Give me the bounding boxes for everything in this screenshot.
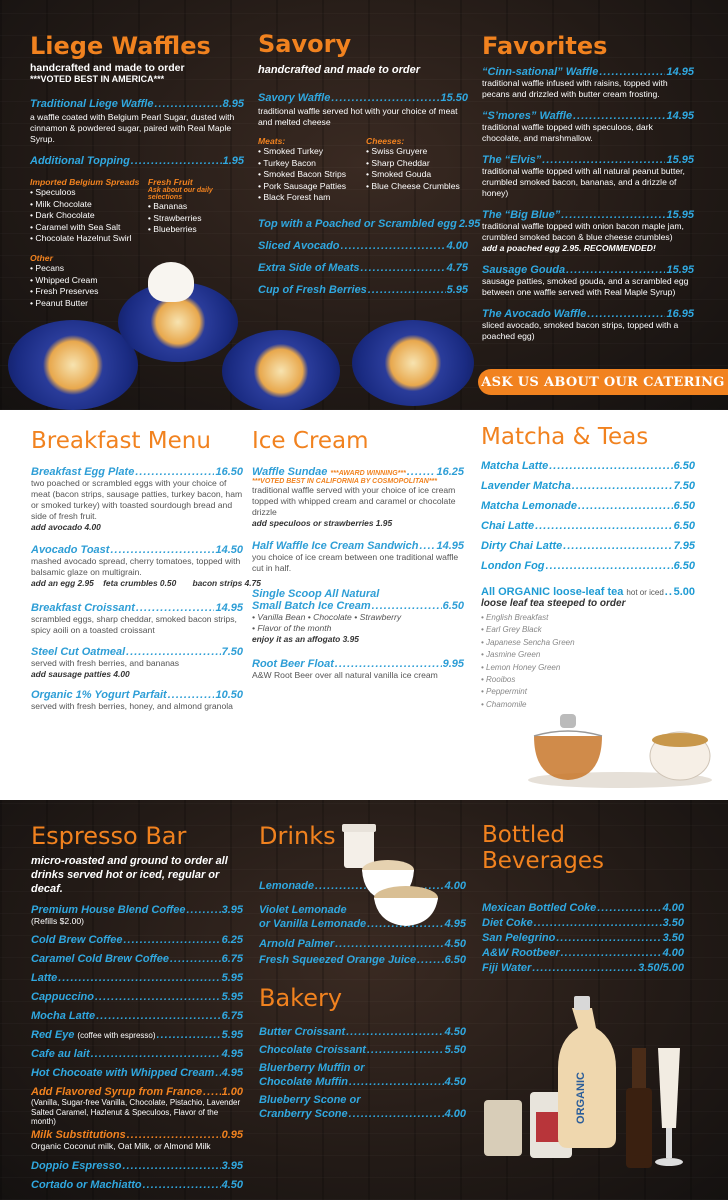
- savory-extra-meats[interactable]: Extra Side of Meats ..... 4.75: [258, 262, 468, 274]
- espresso-sub: micro-roasted and ground to order all drinks served hot or iced, regular or decaf.: [31, 855, 228, 895]
- meat-item: • Black Forest ham: [258, 192, 366, 204]
- other-label: Other: [30, 252, 53, 263]
- fav-item-avocado[interactable]: The Avocado Waffle ..... 16.95: [482, 308, 694, 320]
- icecream-scoop-flavor2: • Flavor of the month: [252, 623, 332, 633]
- espresso-syrup[interactable]: Add Flavored Syrup from France ..... 1.00: [31, 1086, 243, 1098]
- catering-banner[interactable]: ASK US ABOUT OUR CATERING: [478, 369, 728, 395]
- icecream-float-desc: A&W Root Beer over all natural vanilla ice cream: [252, 670, 438, 680]
- tea-list: [481, 612, 695, 711]
- other-item: • Peanut Butter: [30, 298, 244, 310]
- savory-extra-berries[interactable]: Cup of Fresh Berries ..... 5.95: [258, 284, 468, 296]
- breakfast-section: [31, 410, 261, 712]
- matcha-item[interactable]: London Fog ..... 6.50: [481, 560, 695, 572]
- espresso-item[interactable]: Caramel Cold Brew Coffee ..... 6.75: [31, 953, 243, 965]
- espresso-item[interactable]: Hot Chocoate with Whipped Cream ..... 4.95: [31, 1067, 243, 1079]
- icecream-scoop-flavors: • Vanilla Bean • Chocolate • Strawberry: [252, 612, 402, 622]
- waffle-plate-image: [8, 320, 138, 410]
- bottled-item[interactable]: A&W Rootbeer ..... 4.00: [482, 947, 684, 959]
- espresso-item[interactable]: Cappuccino ..... 5.95: [31, 991, 243, 1003]
- espresso-item[interactable]: Latte ..... 5.95: [31, 972, 243, 984]
- fav-item-cinn-desc: traditional waffle infused with raisins, topped with pecans and drizzled with butter cream frosting.: [482, 78, 668, 99]
- icecream-sundae-desc: traditional waffle served with your choice of ice cream topped with whipped cream and caramel or chocolate drizzle: [252, 485, 456, 517]
- breakfast-item-oatmeal-desc: served with fresh berries, and bananas: [31, 658, 180, 668]
- flavor2-text: Flavor of the month: [257, 623, 332, 633]
- breakfast-item-avocado[interactable]: Avocado Toast ..... 14.50: [31, 544, 243, 556]
- bakery-item-muffin-1[interactable]: Bluerberry Muffin or: [259, 1062, 365, 1074]
- tea-set-image: [520, 700, 720, 792]
- breakfast-item-oatmeal-note: add sausage patties 4.00: [31, 669, 130, 679]
- tea-item: • Jasmine Green: [481, 649, 695, 661]
- fav-item-avocado-desc: sliced avocado, smoked bacon strips, topped with a poached egg): [482, 320, 679, 341]
- savory-extra-egg[interactable]: Top with a Poached or Scrambled egg 2.95: [258, 217, 481, 230]
- other-item: • Fresh Preserves: [30, 286, 244, 298]
- bottled-item[interactable]: Mexican Bottled Coke ..... 4.00: [482, 902, 684, 914]
- spreads-label: Imported Belgium Spreads: [30, 177, 140, 187]
- fruit-item: • Blueberries: [148, 224, 244, 236]
- liege-item-traditional[interactable]: Traditional Liege Waffle ..... 8.95: [30, 98, 244, 110]
- organic-suffix: hot or iced: [626, 588, 664, 597]
- other-item: • Pecans: [30, 263, 244, 275]
- bottled-section: [482, 800, 684, 974]
- fav-item-sausage[interactable]: Sausage Gouda ..... 15.95: [482, 264, 694, 276]
- liege-item-topping[interactable]: Additional Topping ..... 1.95: [30, 155, 244, 167]
- espresso-title: Espresso Bar: [31, 822, 187, 850]
- fav-item-bigblue-extra: add a poached egg 2.95. RECOMMENDED!: [482, 243, 656, 253]
- savory-title: Savory: [258, 30, 352, 58]
- drinks-title: Drinks: [259, 822, 336, 850]
- matcha-item[interactable]: Matcha Latte ..... 6.50: [481, 460, 695, 472]
- icecream-section: [252, 410, 464, 681]
- liege-item-traditional-desc: a waffle coated with Belgium Pearl Sugar, dusted with cinnamon & powdered sugar, paired with Real Maple Syrup.: [30, 112, 235, 144]
- fav-item-smores[interactable]: “S’mores” Waffle ..... 14.95: [482, 110, 694, 122]
- breakfast-item-croissant[interactable]: Breakfast Croissant ..... 14.95: [31, 602, 243, 614]
- espresso-item[interactable]: Cafe au lait ..... 4.95: [31, 1048, 243, 1060]
- bakery-item-scone-2[interactable]: Cranberry Scone ..... 4.00: [259, 1108, 466, 1120]
- savory-item-waffle[interactable]: Savory Waffle ..... 15.50: [258, 92, 468, 104]
- liege-sub2: ***VOTED BEST IN AMERICA***: [30, 74, 165, 84]
- tea-item: • English Breakfast: [481, 612, 695, 624]
- fav-item-elvis-desc: traditional waffle topped with all natural peanut butter, crumbled smoked bacon, bananas, and a drizzle of honey): [482, 166, 685, 198]
- bakery-item[interactable]: Butter Croissant ..... 4.50: [259, 1026, 466, 1038]
- fav-item-smores-desc: traditional waffle topped with speculoos, dark chocolate, and marshmallow.: [482, 122, 653, 143]
- cheese-item: • Smoked Gouda: [366, 169, 460, 181]
- breakfast-item-avocado-desc: mashed avocado spread, cherry tomatoes, topped with balsamic glaze on multigrain.: [31, 556, 241, 577]
- icecream-title: Ice Cream: [252, 428, 369, 454]
- spreads-list: [30, 187, 148, 245]
- matcha-item[interactable]: Chai Latte ..... 6.50: [481, 520, 695, 532]
- cheese-item: • Blue Cheese Crumbles: [366, 181, 460, 193]
- espresso-milk-desc: Organic Coconut milk, Oat Milk, or Almond Milk: [31, 1140, 211, 1151]
- fruit-note: Ask about our daily selections: [147, 187, 213, 201]
- bakery-item-scone-1[interactable]: Blueberry Scone or: [259, 1094, 361, 1106]
- matcha-item[interactable]: Lavender Matcha ..... 7.50: [481, 480, 695, 492]
- espresso-item[interactable]: Cortado or Machiatto ..... 4.50: [31, 1179, 243, 1191]
- drinks-item-violet-1[interactable]: Violet Lemonade: [259, 904, 347, 916]
- cheeses-label: Cheeses:: [366, 136, 405, 146]
- bottom-panel: [0, 800, 728, 1200]
- meat-item: • Pork Sausage Patties: [258, 181, 366, 193]
- bottles-image: [480, 988, 700, 1196]
- tea-item: • Earl Grey Black: [481, 624, 695, 636]
- icecream-half-desc: you choice of ice cream between one traditional waffle cut in half.: [252, 552, 459, 573]
- drinks-item[interactable]: Lemonade ..... 4.00: [259, 880, 466, 892]
- icecream-item-sundae[interactable]: Waffle Sundae ***AWARD WINNING*** ..... 16.25: [252, 466, 464, 478]
- meat-item: • Smoked Bacon Strips: [258, 169, 366, 181]
- spread-item: • Dark Chocolate: [30, 210, 148, 222]
- fruit-item: • Bananas: [148, 201, 244, 213]
- drinks-item[interactable]: Arnold Palmer ..... 4.50: [259, 938, 466, 950]
- whipped-cream-image: [148, 262, 194, 302]
- bottled-item[interactable]: San Pelegrino ..... 3.50: [482, 932, 684, 944]
- fav-item-bigblue-desc: traditional waffle topped with onion bacon maple jam, crumbled smoked bacon & blue cheese crumbles): [482, 221, 684, 242]
- breakfast-title: Breakfast Menu: [31, 428, 211, 454]
- bottled-item[interactable]: Diet Coke ..... 3.50: [482, 917, 684, 929]
- breakfast-item-oatmeal[interactable]: Steel Cut Oatmeal ..... 7.50: [31, 646, 243, 658]
- coffee-cups-image: [338, 820, 448, 930]
- fav-item-elvis[interactable]: The “Elvis” ..... 15.95: [482, 154, 694, 166]
- breakfast-item-eggplate[interactable]: Breakfast Egg Plate ..... 16.50: [31, 466, 243, 478]
- other-item: • Whipped Cream: [30, 275, 244, 287]
- meats-list: [258, 146, 366, 204]
- savory-extra-avocado[interactable]: Sliced Avocado ..... 4.00: [258, 240, 468, 252]
- cheese-item: • Sharp Cheddar: [366, 158, 460, 170]
- fav-item-sausage-desc: sausage patties, smoked gouda, and a scrambled egg between one waffle served with Real Maple Syrup): [482, 276, 689, 297]
- spread-item: • Speculoos: [30, 187, 148, 199]
- savory-sub: handcrafted and made to order: [258, 64, 420, 76]
- espresso-item[interactable]: Premium House Blend Coffee ..... 3.95: [31, 904, 243, 916]
- tea-item: • Lemon Honey Green: [481, 662, 695, 674]
- sundae-award: ***AWARD WINNING***: [330, 470, 406, 477]
- bakery-item[interactable]: Chocolate Croissant ..... 5.50: [259, 1044, 466, 1056]
- espresso-item[interactable]: Red Eye (coffee with espresso) ..... 5.95: [31, 1029, 243, 1041]
- savory-item-waffle-desc: traditional waffle served hot with your choice of meat and melted cheese: [258, 106, 458, 127]
- tea-item: • Japanese Sencha Green: [481, 637, 695, 649]
- tea-item: • Peppermint: [481, 686, 695, 698]
- icecream-item-float[interactable]: Root Beer Float ..... 9.95: [252, 658, 464, 670]
- sundae-voted: ***VOTED BEST IN CALIFORNIA BY COSMOPOLITAN***: [252, 478, 437, 485]
- meats-label: Meats:: [258, 136, 286, 146]
- favorites-title: Favorites: [482, 32, 608, 60]
- spread-item: • Milk Chocolate: [30, 199, 148, 211]
- liege-sub1: handcrafted and made to order: [30, 62, 185, 74]
- fruit-item: • Strawberries: [148, 213, 244, 225]
- breakfast-item-avocado-note: add an egg 2.95 feta crumbles 0.50 bacon strips 4.75: [31, 578, 261, 588]
- waffle-plate-image: [222, 330, 340, 410]
- savory-section: [258, 0, 481, 296]
- cheeses-list: [366, 146, 460, 192]
- espresso-milk[interactable]: Milk Substitutions ..... 0.95: [31, 1129, 243, 1141]
- cheese-item: • Swiss Gruyere: [366, 146, 460, 158]
- bottled-title: Bottled Beverages: [482, 822, 604, 874]
- matcha-title: Matcha & Teas: [481, 424, 649, 450]
- spread-item: • Caramel with Sea Salt: [30, 222, 148, 234]
- icecream-scoop-note: enjoy it as an affogato 3.95: [252, 634, 359, 644]
- flavors-text: Vanilla Bean • Chocolate • Strawberry: [257, 612, 402, 622]
- waffle-plate-image: [352, 320, 474, 406]
- espresso-syrup-desc: (Vanilla, Sugar-free Vanilla, Chocolate, Pistachio, Lavender Salted Caramel, Hazlenut & Speculoos, Flavor of the month): [31, 1098, 241, 1126]
- liege-title: Liege Waffles: [30, 32, 211, 60]
- drinks-item[interactable]: Fresh Squeezed Orange Juice ..... 6.50: [259, 954, 466, 966]
- icecream-item-half[interactable]: Half Waffle Ice Cream Sandwich ..... 14.95: [252, 540, 464, 552]
- icecream-sundae-note: add speculoos or strawberries 1.95: [252, 518, 393, 528]
- top-panel: [0, 0, 728, 410]
- organic-bottle-label: ORGANIC: [575, 1072, 587, 1124]
- matcha-section: [481, 410, 695, 711]
- meat-item: • Smoked Turkey: [258, 146, 366, 158]
- meat-item: • Turkey Bacon: [258, 158, 366, 170]
- espresso-refill-note: (Refills $2.00): [31, 916, 85, 926]
- red-eye-suffix: (coffee with espresso): [77, 1031, 156, 1040]
- tea-item: • Rooibos: [481, 674, 695, 686]
- drinks-item-violet-2[interactable]: or Vanilla Lemonade ..... 4.95: [259, 918, 466, 930]
- breakfast-item-croissant-desc: scrambled eggs, sharp cheddar, smoked bacon strips, spicy aoili on a toasted croissant: [31, 614, 237, 635]
- bottled-item[interactable]: Fiji Water ..... 3.50/5.00: [482, 962, 684, 974]
- spread-item: • Chocolate Hazelnut Swirl: [30, 233, 148, 245]
- loose-leaf-note: loose leaf tea steeped to order: [481, 598, 626, 609]
- matcha-item[interactable]: Matcha Lemonade ..... 6.50: [481, 500, 695, 512]
- matcha-item-organic[interactable]: All ORGANIC loose-leaf tea hot or iced ..... 5.00: [481, 586, 695, 598]
- middle-panel: [0, 410, 728, 800]
- icecream-item-scoop-2[interactable]: Small Batch Ice Cream ..... 6.50: [252, 600, 464, 612]
- breakfast-item-eggplate-desc: two poached or scrambled eggs with your choice of meat (bacon strips, sausage patties, turkey bacon, ham or smoked turkey) with toasted sourdough bread and side of fresh fruit.: [31, 478, 243, 521]
- fruit-list: [148, 201, 244, 236]
- espresso-section: [31, 800, 243, 1191]
- bakery-item-muffin-2[interactable]: Chocolate Muffin ..... 4.50: [259, 1076, 466, 1088]
- tea-item: • Chamomile: [481, 699, 695, 711]
- breakfast-item-eggplate-note: add avocado 4.00: [31, 522, 101, 532]
- fruit-label: Fresh Fruit: [147, 177, 193, 187]
- favorites-section: [482, 0, 694, 342]
- liege-section: [30, 0, 244, 309]
- breakfast-item-parfait[interactable]: Organic 1% Yogurt Parfait ..... 10.50: [31, 689, 243, 701]
- matcha-item[interactable]: Dirty Chai Latte ..... 7.95: [481, 540, 695, 552]
- bakery-title: Bakery: [259, 984, 343, 1012]
- fav-item-cinn[interactable]: “Cinn-sational” Waffle ..... 14.95: [482, 66, 694, 78]
- espresso-item[interactable]: Doppio Espresso ..... 3.95: [31, 1160, 243, 1172]
- espresso-item[interactable]: Cold Brew Coffee ..... 6.25: [31, 934, 243, 946]
- icecream-item-scoop-1[interactable]: Single Scoop All Natural: [252, 588, 380, 600]
- breakfast-item-parfait-desc: served with fresh berries, honey, and almond granola: [31, 701, 233, 711]
- espresso-item[interactable]: Mocha Latte ..... 6.75: [31, 1010, 243, 1022]
- fav-item-bigblue[interactable]: The “Big Blue” ..... 15.95: [482, 209, 694, 221]
